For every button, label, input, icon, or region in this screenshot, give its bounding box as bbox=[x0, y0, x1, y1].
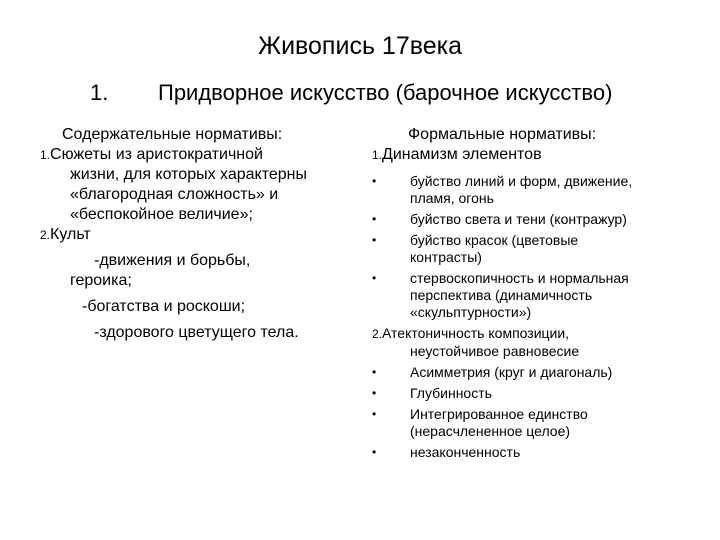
formal-item-1-label: Динамизм элементов bbox=[382, 146, 542, 163]
content-item-1-line-4: «беспокойное величие»; bbox=[70, 206, 253, 223]
formal-item-2-text: Атектоничность композиции, bbox=[382, 325, 570, 341]
bullet-icon: • bbox=[372, 212, 377, 226]
formal-bullet-8-line-1: незаконченность bbox=[410, 444, 521, 460]
formal-bullet-3-line-2: контрасты) bbox=[410, 249, 482, 265]
formal-bullet-8 bbox=[372, 444, 682, 461]
formal-bullet-4 bbox=[372, 270, 682, 321]
bullet-icon: • bbox=[372, 407, 377, 421]
content-subitem-2: -богатства и роскоши; bbox=[82, 298, 246, 315]
formal-item-2 bbox=[372, 325, 682, 343]
content-norms-title: Содержательные нормативы: bbox=[62, 126, 283, 143]
content-item-1-line-2: жизни, для которых характерны bbox=[70, 166, 308, 183]
section-heading bbox=[0, 78, 720, 110]
content-subitem-1: -движения и борьбы, bbox=[94, 252, 251, 269]
content-item-2-number: 2. bbox=[40, 228, 51, 242]
formal-bullet-4-line-3: «скульптурности») bbox=[410, 304, 532, 320]
formal-item-2-line-2: неустойчивое равновесие bbox=[410, 343, 580, 359]
section-heading-number: 1. bbox=[90, 80, 109, 105]
formal-bullet-1-line-1: буйство линий и форм, движение, bbox=[410, 173, 633, 189]
content-item-1-text: Сюжеты из аристократичной bbox=[50, 146, 263, 163]
content-item-1-line-3: «благородная сложность» и bbox=[70, 186, 279, 203]
formal-bullet-7-line-1: Интегрированное единство bbox=[410, 406, 588, 422]
formal-bullet-7-line-2: (нерасчлененное целое) bbox=[410, 423, 571, 439]
formal-bullet-3-line-1: буйство красок (цветовые bbox=[410, 232, 579, 248]
formal-bullet-7 bbox=[372, 406, 682, 440]
formal-bullet-4-line-2: перспектива (динамичность bbox=[410, 287, 593, 303]
formal-item-2-number: 2. bbox=[372, 327, 383, 341]
section-heading-text: Придворное искусство (барочное искусство) bbox=[158, 80, 613, 105]
bullet-icon: • bbox=[372, 174, 377, 188]
formal-item-1-number: 1. bbox=[372, 148, 383, 162]
formal-bullet-5-line-1: Асимметрия (круг и диагональ) bbox=[410, 364, 613, 380]
content-subitem-1-cont: героика; bbox=[70, 272, 132, 289]
bullet-icon: • bbox=[372, 445, 377, 459]
formal-bullet-3 bbox=[372, 232, 682, 266]
bullet-icon: • bbox=[372, 365, 377, 379]
formal-bullet-6 bbox=[372, 385, 682, 402]
formal-bullet-5 bbox=[372, 364, 682, 381]
formal-bullet-2 bbox=[372, 211, 682, 228]
formal-bullet-2-line-1: буйство света и тени (контражур) bbox=[410, 211, 627, 227]
content-norms-column bbox=[40, 125, 350, 343]
formal-bullet-4-line-1: стервоскопичность и нормальная bbox=[410, 270, 629, 286]
content-item-1-number: 1. bbox=[40, 148, 51, 162]
bullet-icon: • bbox=[372, 271, 377, 285]
content-item-2 bbox=[40, 225, 350, 245]
bullet-icon: • bbox=[372, 233, 377, 247]
content-subitem-3: -здорового цветущего тела. bbox=[94, 324, 299, 341]
formal-bullet-1 bbox=[372, 173, 682, 207]
formal-item-1 bbox=[372, 145, 682, 165]
content-item-1 bbox=[40, 145, 350, 165]
bullet-icon: • bbox=[372, 386, 377, 400]
formal-bullet-1-line-2: пламя, огонь bbox=[410, 190, 494, 206]
formal-norms-title: Формальные нормативы: bbox=[408, 126, 597, 143]
content-item-2-label: Культ bbox=[50, 226, 91, 243]
slide-title: Живопись 17века bbox=[257, 32, 463, 60]
formal-bullet-6-line-1: Глубинность bbox=[410, 385, 492, 401]
formal-norms-column bbox=[372, 125, 682, 461]
